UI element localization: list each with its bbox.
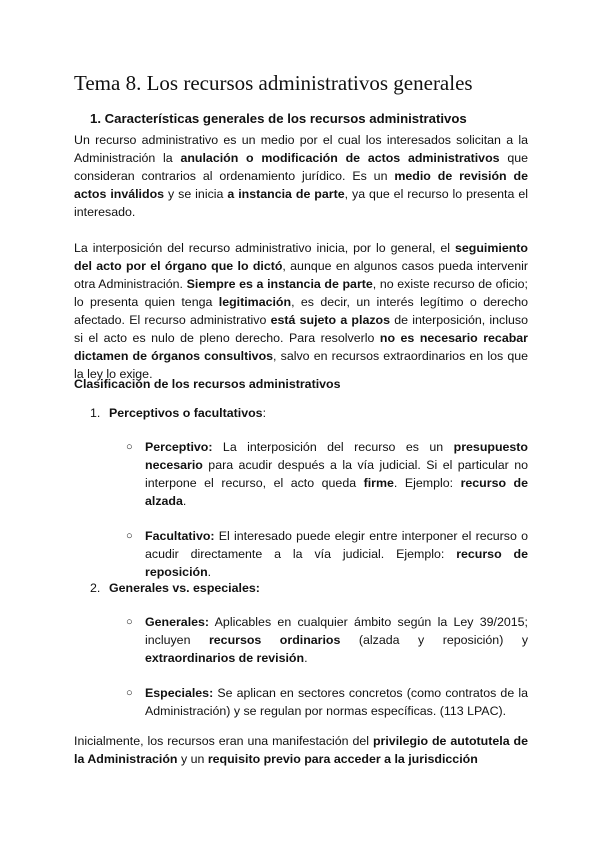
text-run: Inicialmente, los recursos eran una manifestación del <box>74 734 373 748</box>
bold-text: anulación o modificación de actos administrativos <box>180 151 500 165</box>
bold-text: Siempre es a instancia de parte <box>186 277 373 291</box>
text-run: La interposición del recurso es un <box>212 440 454 454</box>
bold-text: Generales vs. especiales: <box>109 581 260 595</box>
text-run: : <box>262 406 267 420</box>
text-run: , salvo en recursos extraordinarios en los que la ley lo exige. <box>74 349 528 381</box>
text-run: Aplicables en cualquier ámbito según la Ley 39/2015; incluyen <box>145 615 528 647</box>
text-run: de interposición, incluso si el acto es nulo de pleno derecho. Para resolverlo <box>74 313 528 345</box>
list-number: 2. <box>90 581 101 595</box>
bold-text: Perceptivo: <box>145 440 213 454</box>
text-run: Se aplican en sectores concretos (como contratos de la Administración) y se regulan por normas específicas. (113 LPAC). <box>145 686 528 718</box>
bold-text: privilegio de autotutela de la Administración <box>74 734 528 766</box>
bullet-text <box>145 615 528 665</box>
text-run: . <box>304 651 308 665</box>
text-run: Un recurso administrativo es un medio por el cual los interesados solicitan a la Administración la <box>74 133 528 165</box>
bold-text: recursos ordinarios <box>208 633 341 647</box>
text-run: , es decir, un interés legítimo o derecho afectado. El recurso administrativo <box>74 295 528 327</box>
bold-text: extraordinarios de revisión <box>145 651 305 665</box>
text-run: . <box>207 565 212 579</box>
bullet-facultativo <box>126 527 528 581</box>
text-run: . <box>182 494 187 508</box>
bold-text: recurso de reposición <box>145 547 528 579</box>
text-run: , aunque en algunos casos pueda intervenir otra Administración. <box>74 259 528 291</box>
bold-text: Facultativo: <box>145 529 215 543</box>
bold-text: Perceptivos o facultativos <box>109 406 263 420</box>
intro-paragraph <box>74 131 528 221</box>
text-run: para acudir después a la vía judicial. Si el particular no interpone el recurso, el acto queda <box>145 458 528 490</box>
bold-text: no es necesario recabar dictamen de órganos consultivos <box>74 331 528 363</box>
hollow-circle-bullet-icon: ○ <box>126 441 133 453</box>
bold-text: legitimación <box>218 295 292 309</box>
list-item-generales <box>90 579 260 597</box>
text-run: El interesado puede elegir entre interponer el recurso o acudir directamente a la vía judicial. Ejemplo: <box>145 529 528 561</box>
hollow-circle-bullet-icon: ○ <box>126 687 133 699</box>
text-run: . Ejemplo: <box>393 476 461 490</box>
bullet-generales <box>126 613 529 667</box>
text-run: y se inicia <box>164 187 228 201</box>
list-item-perceptivos <box>90 404 266 422</box>
closing-paragraph <box>74 732 528 768</box>
bullet-text <box>145 529 528 579</box>
bullet-text <box>145 440 528 508</box>
bold-text: recurso de alzada <box>145 476 528 508</box>
page-title: Tema 8. Los recursos administrativos generales <box>74 71 473 95</box>
bold-text: a instancia de parte <box>227 187 345 201</box>
bullet-text <box>145 686 528 718</box>
text-run: y un <box>177 752 208 766</box>
bold-text: firme <box>363 476 394 490</box>
bold-text: está sujeto a plazos <box>270 313 390 327</box>
hollow-circle-bullet-icon: ○ <box>126 616 133 628</box>
text-run: que consideran contrarios al ordenamiento jurídico. Es un <box>74 151 528 183</box>
text-run: , no existe recurso de oficio; lo presenta quien tenga <box>74 277 528 309</box>
bullet-especiales <box>126 684 528 720</box>
classification-heading: Clasificación de los recursos administrativos <box>74 377 341 391</box>
list-label <box>109 581 260 595</box>
text-run: La interposición del recurso administrativo inicia, por lo general, el <box>74 241 456 255</box>
bold-text: Especiales: <box>145 686 214 700</box>
bold-text: seguimiento del acto por el órgano que lo dictó <box>74 241 528 273</box>
details-paragraph <box>74 239 528 383</box>
text-run: , ya que el recurso lo presenta el interesado. <box>74 187 528 219</box>
text-run: (alzada y reposición) y <box>340 633 529 647</box>
list-number: 1. <box>90 406 101 420</box>
bold-text: presupuesto necesario <box>145 440 528 472</box>
bold-text: medio de revisión de actos inválidos <box>74 169 528 201</box>
bold-text: Generales: <box>145 615 210 629</box>
list-label <box>109 406 266 420</box>
bold-text: requisito previo para acceder a la jurisdicción <box>207 752 478 766</box>
hollow-circle-bullet-icon: ○ <box>126 530 133 542</box>
bullet-perceptivo <box>126 438 528 510</box>
section-heading: 1. Características generales de los recursos administrativos <box>90 111 467 126</box>
